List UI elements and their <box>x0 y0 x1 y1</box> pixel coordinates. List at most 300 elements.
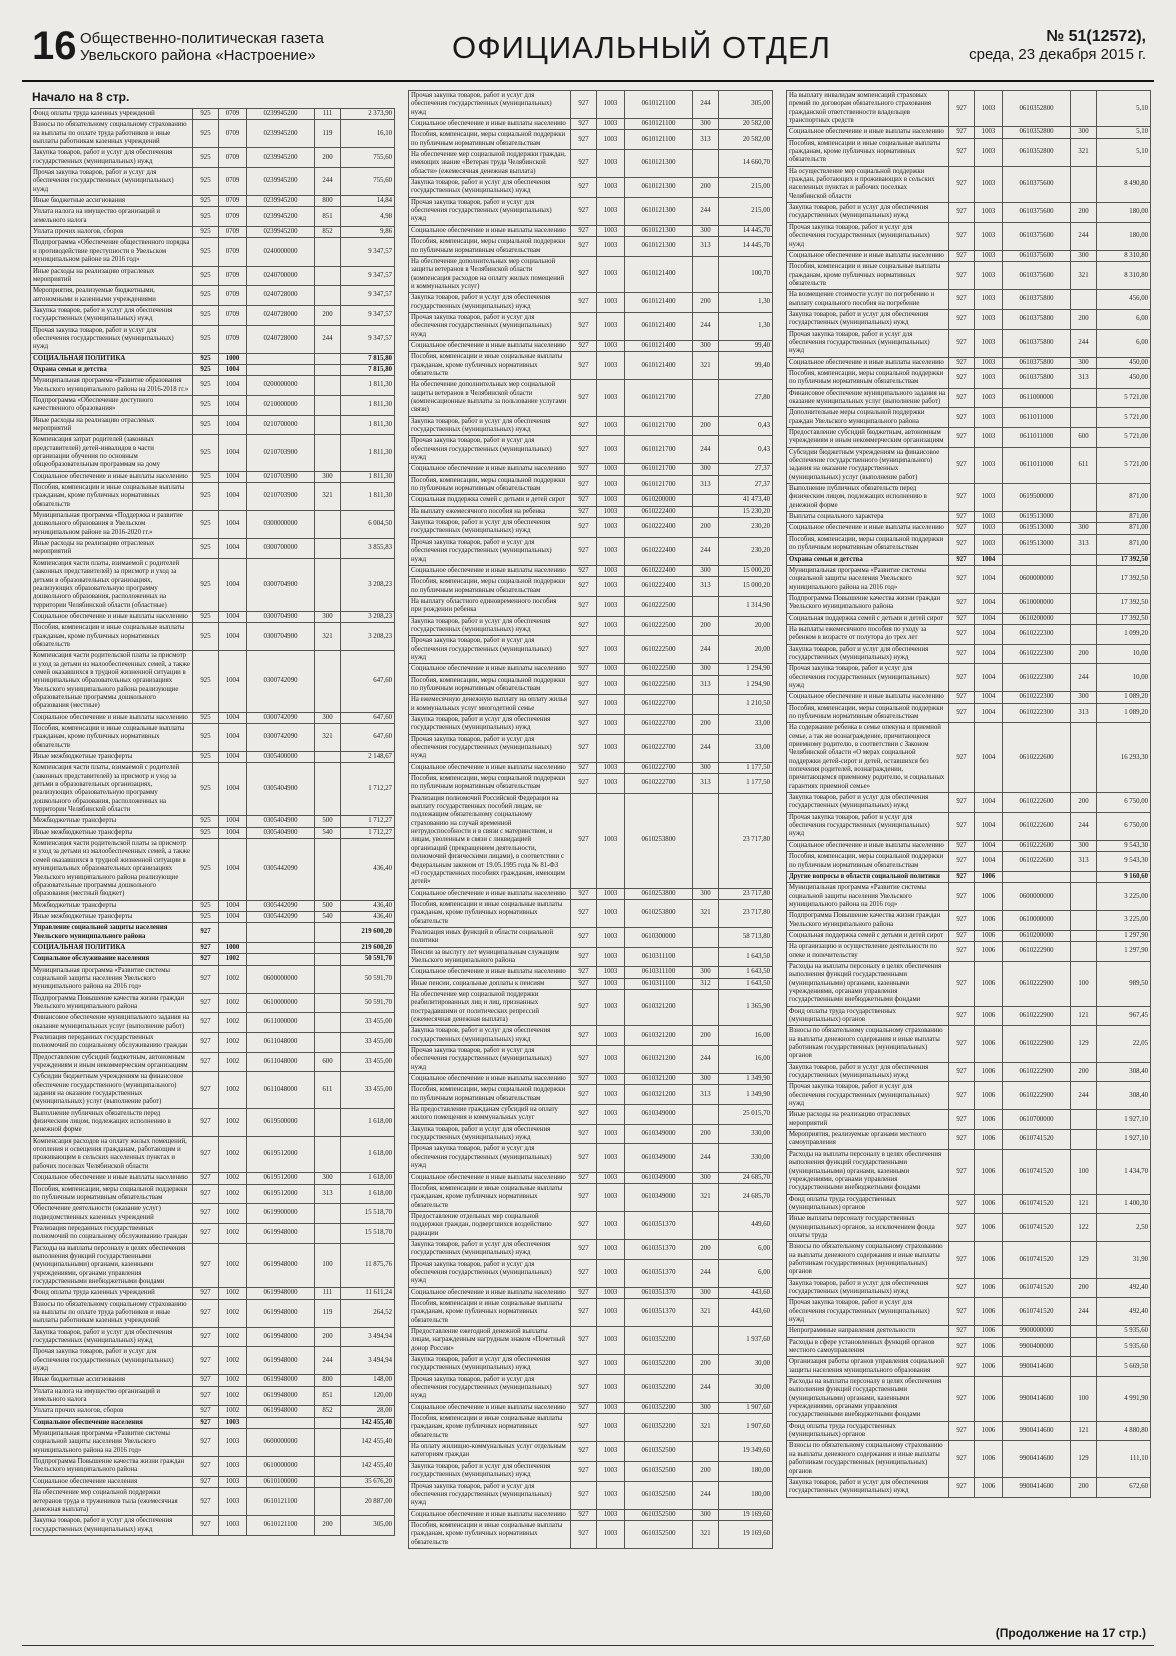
row-grbs-code: 925 <box>193 286 219 306</box>
row-expense-type: 321 <box>1071 138 1097 166</box>
row-amount: 50 591,70 <box>341 993 395 1013</box>
row-target-code: 0300000000 <box>247 511 315 539</box>
row-grbs-code: 927 <box>949 565 975 593</box>
row-amount: 5 721,00 <box>1097 388 1151 408</box>
table-row <box>787 138 1151 166</box>
row-amount: 120,00 <box>341 1386 395 1406</box>
row-section-code: 0709 <box>219 227 247 238</box>
row-section-code: 1004 <box>975 793 1003 813</box>
row-section-code: 1003 <box>597 774 625 794</box>
row-amount: 230,20 <box>719 518 773 538</box>
row-section-code: 1004 <box>219 415 247 435</box>
row-grbs-code: 927 <box>571 1355 597 1375</box>
table-row <box>409 340 773 351</box>
row-expense-type <box>315 954 341 965</box>
row-section-code: 1006 <box>975 1242 1003 1278</box>
row-grbs-code: 927 <box>193 1108 219 1136</box>
table-row <box>31 364 395 375</box>
row-expense-type: 244 <box>315 1347 341 1375</box>
row-grbs-code: 925 <box>193 651 219 712</box>
row-expense-type: 244 <box>1071 222 1097 250</box>
table-row <box>787 1062 1151 1082</box>
table-row <box>31 1406 395 1417</box>
row-amount: 15 000,20 <box>719 565 773 576</box>
row-section-code: 1003 <box>597 416 625 436</box>
table-row <box>409 1183 773 1211</box>
row-description: СОЦИАЛЬНАЯ ПОЛИТИКА <box>31 942 193 953</box>
row-section-code: 1004 <box>219 816 247 827</box>
row-grbs-code: 925 <box>193 376 219 396</box>
row-section-code: 1006 <box>975 961 1003 1006</box>
row-section-code: 1003 <box>597 1327 625 1355</box>
row-description: Выполнение публичных обязательств перед физическим лицом, подлежащих исполнению в денежной форме <box>31 1108 193 1136</box>
table-row <box>31 724 395 752</box>
row-section-code: 1003 <box>975 512 1003 523</box>
row-amount: 2,50 <box>1097 1214 1151 1242</box>
row-amount: 1 811,30 <box>341 395 395 415</box>
row-description: Иные межбюджетные трансферты <box>31 911 193 922</box>
row-amount: 647,60 <box>341 724 395 752</box>
row-section-code: 1002 <box>219 1184 247 1204</box>
row-grbs-code: 927 <box>949 203 975 223</box>
table-row <box>31 511 395 539</box>
table-row <box>31 1429 395 1457</box>
table-row <box>31 1052 395 1072</box>
row-expense-type: 300 <box>1071 692 1097 703</box>
row-grbs-code: 927 <box>949 428 975 448</box>
table-row <box>409 119 773 130</box>
row-amount: 2 148,67 <box>341 752 395 763</box>
row-description: Пособия, компенсации и иные социальные выплаты гражданам, кроме публичных нормативных обязательств <box>409 1414 571 1442</box>
table-row <box>31 539 395 559</box>
row-expense-type: 119 <box>315 1299 341 1327</box>
row-description: Предоставление субсидий бюджетным, автономным учреждениям и иным некоммерческим организациям <box>31 1052 193 1072</box>
table-row <box>787 1337 1151 1357</box>
row-description: Пособия, компенсации и иные социальные выплаты гражданам, кроме публичных нормативных обязательств <box>409 352 571 380</box>
row-section-code: 1003 <box>597 762 625 773</box>
table-row <box>31 816 395 827</box>
row-section-code: 0709 <box>219 120 247 148</box>
row-description: СОЦИАЛЬНАЯ ПОЛИТИКА <box>31 353 193 364</box>
row-target-code: 0210000000 <box>247 395 315 415</box>
row-grbs-code: 927 <box>949 1421 975 1441</box>
row-expense-type: 321 <box>693 1298 719 1326</box>
table-row <box>31 839 395 900</box>
table-row <box>409 475 773 495</box>
table-row <box>31 227 395 238</box>
row-amount: 14 660,70 <box>719 150 773 178</box>
row-expense-type <box>315 923 341 943</box>
row-grbs-code: 927 <box>949 1194 975 1214</box>
row-amount: 264,52 <box>341 1299 395 1327</box>
row-target-code: 0610349000 <box>625 1172 693 1183</box>
row-description: Социальное обеспечение и иные выплаты населению <box>31 611 193 622</box>
row-section-code: 1003 <box>597 1414 625 1442</box>
row-grbs-code: 927 <box>571 436 597 464</box>
row-expense-type: 611 <box>1071 447 1097 483</box>
row-grbs-code: 927 <box>193 1429 219 1457</box>
table-row <box>409 1124 773 1144</box>
row-amount: 443,60 <box>719 1298 773 1326</box>
row-target-code: 0619948000 <box>247 1347 315 1375</box>
row-grbs-code: 927 <box>949 1006 975 1026</box>
row-description: Непрограммные направления деятельности <box>787 1326 949 1337</box>
row-expense-type <box>315 1108 341 1136</box>
row-section-code: 1003 <box>597 1046 625 1074</box>
row-amount: 11 875,76 <box>341 1243 395 1288</box>
row-target-code: 0610222600 <box>1003 793 1071 813</box>
row-grbs-code: 927 <box>571 1374 597 1402</box>
row-amount: 6 004,50 <box>341 511 395 539</box>
row-target-code: 0239945200 <box>247 196 315 207</box>
row-description: Прочая закупка товаров, работ и услуг для обеспечения государственных (муниципальных) нужд <box>409 1374 571 1402</box>
row-section-code: 1006 <box>975 1278 1003 1298</box>
row-grbs-code: 927 <box>571 506 597 517</box>
row-grbs-code: 927 <box>571 967 597 978</box>
table-row <box>31 1457 395 1477</box>
row-section-code: 1004 <box>975 812 1003 840</box>
row-description: Пособия, компенсации, меры социальной поддержки по публичным нормативным обязательствам <box>409 774 571 794</box>
row-expense-type <box>315 435 341 471</box>
row-expense-type: 200 <box>693 1239 719 1259</box>
row-target-code: 0305442090 <box>247 839 315 900</box>
row-target-code: 0610351370 <box>625 1239 693 1259</box>
row-amount: 1 643,50 <box>719 947 773 967</box>
row-grbs-code: 927 <box>949 1298 975 1326</box>
table-row <box>787 428 1151 448</box>
row-description: Прочая закупка товаров, работ и услуг для обеспечения государственных (муниципальных) нужд <box>409 636 571 664</box>
row-description: Пособия, компенсации, меры социальной поддержки по публичным нормативным обязательствам <box>787 534 949 554</box>
row-expense-type: 851 <box>315 1386 341 1406</box>
row-section-code: 1003 <box>597 1144 625 1172</box>
row-amount: 1,30 <box>719 312 773 340</box>
row-amount: 9 347,57 <box>341 286 395 306</box>
row-section-code: 1003 <box>597 197 625 225</box>
row-target-code: 0610100000 <box>247 1476 315 1487</box>
row-target-code: 0610352500 <box>625 1481 693 1509</box>
row-section-code: 1003 <box>975 309 1003 329</box>
table-row <box>409 1144 773 1172</box>
row-grbs-code: 927 <box>949 723 975 793</box>
row-description: Социальное обеспечение и иные выплаты населению <box>409 1287 571 1298</box>
table-row <box>31 1223 395 1243</box>
row-description: Закупка товаров, работ и услуг для обеспечения государственных (муниципальных) нужд <box>409 178 571 198</box>
row-section-code: 1003 <box>975 534 1003 554</box>
row-target-code: 0611048000 <box>247 1072 315 1108</box>
row-amount: 1 811,30 <box>341 376 395 396</box>
row-section-code: 1003 <box>597 1481 625 1509</box>
row-grbs-code: 927 <box>571 1259 597 1287</box>
row-description: Подпрограмма Повышение качества жизни граждан Увельского муниципального района <box>787 593 949 613</box>
row-expense-type: 200 <box>315 305 341 325</box>
row-description: Иные пенсии, социальные доплаты к пенсиям <box>409 978 571 989</box>
row-expense-type <box>693 793 719 888</box>
row-grbs-code: 927 <box>571 1211 597 1239</box>
table-row <box>787 911 1151 931</box>
row-grbs-code: 927 <box>571 495 597 506</box>
row-expense-type <box>693 1327 719 1355</box>
row-expense-type: 200 <box>693 178 719 198</box>
table-row <box>31 109 395 120</box>
row-description: Прочая закупка товаров, работ и услуг для обеспечения государственных (муниципальных) нужд <box>409 436 571 464</box>
row-description: Взносы по обязательному социальному страхованию на выплаты по оплате труда работников и иные выплаты работникам казенных учреждений <box>31 120 193 148</box>
row-target-code: 0610222500 <box>625 596 693 616</box>
table-row <box>787 290 1151 310</box>
table-row <box>409 237 773 257</box>
start-note: Начало на 8 стр. <box>32 90 130 104</box>
row-amount: 17 392,50 <box>1097 565 1151 593</box>
row-target-code: 0600000000 <box>247 965 315 993</box>
row-section-code: 1004 <box>219 839 247 900</box>
row-grbs-code: 925 <box>193 712 219 723</box>
table-row <box>409 774 773 794</box>
row-expense-type: 121 <box>1071 1421 1097 1441</box>
table-row <box>409 967 773 978</box>
table-row <box>409 1046 773 1074</box>
row-section-code: 1003 <box>597 793 625 888</box>
row-amount: 1,30 <box>719 293 773 313</box>
row-section-code: 1003 <box>597 119 625 130</box>
row-expense-type <box>315 1476 341 1487</box>
row-target-code: 0300704900 <box>247 611 315 622</box>
row-description: Закупка товаров, работ и услуг для обеспечения государственных (муниципальных) нужд <box>409 715 571 735</box>
row-target-code: 0610375600 <box>1003 222 1071 250</box>
row-expense-type: 540 <box>315 911 341 922</box>
row-section-code: 1003 <box>597 237 625 257</box>
row-target-code: 0610121300 <box>625 225 693 236</box>
row-section-code: 1002 <box>219 1108 247 1136</box>
row-amount: 647,60 <box>341 712 395 723</box>
row-grbs-code: 927 <box>949 1357 975 1377</box>
row-target-code: 0610351370 <box>625 1298 693 1326</box>
table-row <box>409 695 773 715</box>
row-grbs-code: 927 <box>949 1242 975 1278</box>
row-grbs-code: 927 <box>193 1476 219 1487</box>
table-row <box>31 1327 395 1347</box>
row-amount: 24 685,70 <box>719 1172 773 1183</box>
row-section-code: 1004 <box>975 840 1003 851</box>
table-row <box>409 1327 773 1355</box>
row-description: Муниципальная программа «Поддержка и развитие дошкольного образования в Увельском муниципальном районе на 2016-2020 гг.» <box>31 511 193 539</box>
row-section-code: 1003 <box>975 203 1003 223</box>
row-expense-type: 300 <box>315 471 341 482</box>
row-section-code: 1004 <box>219 651 247 712</box>
row-grbs-code: 927 <box>949 1278 975 1298</box>
row-grbs-code: 927 <box>949 624 975 644</box>
row-section-code: 1003 <box>597 506 625 517</box>
row-section-code: 0709 <box>219 266 247 286</box>
row-target-code: 0239945200 <box>247 207 315 227</box>
row-section-code: 1003 <box>597 464 625 475</box>
table-row <box>31 1108 395 1136</box>
row-section-code: 1003 <box>597 256 625 292</box>
row-grbs-code: 927 <box>949 1149 975 1194</box>
row-description: Финансовое обеспечение муниципального задания на оказание муниципальных услуг (выполнение работ) <box>787 388 949 408</box>
row-expense-type <box>1071 512 1097 523</box>
row-target-code: 0610300000 <box>625 927 693 947</box>
row-amount: 450,00 <box>1097 368 1151 388</box>
row-description: Уплата прочих налогов, сборов <box>31 227 193 238</box>
row-amount: 1 089,20 <box>1097 692 1151 703</box>
row-grbs-code: 927 <box>949 262 975 290</box>
row-target-code: 0610222600 <box>1003 723 1071 793</box>
row-expense-type: 300 <box>693 1074 719 1085</box>
row-section-code: 1003 <box>597 1287 625 1298</box>
row-expense-type <box>693 947 719 967</box>
row-grbs-code: 925 <box>193 911 219 922</box>
row-target-code: 0610200000 <box>625 495 693 506</box>
section-title: ОФИЦИАЛЬНЫЙ ОТДЕЛ <box>452 30 831 65</box>
row-grbs-code: 927 <box>949 961 975 1006</box>
row-grbs-code: 927 <box>193 1375 219 1386</box>
row-expense-type <box>693 989 719 1025</box>
row-expense-type <box>315 415 341 435</box>
row-section-code: 1003 <box>975 262 1003 290</box>
row-description: Социальное обеспечение и иные выплаты населению <box>409 225 571 236</box>
row-section-code: 1004 <box>219 900 247 911</box>
row-amount: 5,10 <box>1097 127 1151 138</box>
row-amount: 14 445,70 <box>719 225 773 236</box>
row-description: Управление социальной защиты населения Увельского муниципального района <box>31 923 193 943</box>
row-amount: 180,00 <box>1097 222 1151 250</box>
table-row <box>787 262 1151 290</box>
row-description: Муниципальная программа «Развитие образования Увельского муниципального района на 2016-2018 гг.» <box>31 376 193 396</box>
row-expense-type: 200 <box>1071 793 1097 813</box>
row-amount: 5 669,50 <box>1097 1357 1151 1377</box>
row-amount: 4,98 <box>341 207 395 227</box>
row-section-code: 1003 <box>975 222 1003 250</box>
row-grbs-code: 927 <box>949 664 975 692</box>
row-amount: 19 169,60 <box>719 1520 773 1548</box>
row-section-code: 1003 <box>975 290 1003 310</box>
row-expense-type: 321 <box>315 724 341 752</box>
row-expense-type <box>693 1105 719 1125</box>
row-expense-type: 200 <box>693 293 719 313</box>
row-target-code: 0305400000 <box>247 752 315 763</box>
row-description: Пособия, компенсации и иные социальные выплаты гражданам, кроме публичных нормативных обязательств <box>787 138 949 166</box>
row-expense-type: 244 <box>693 1259 719 1287</box>
row-target-code: 0610000000 <box>1003 593 1071 613</box>
row-amount: 1 907,60 <box>719 1402 773 1413</box>
table-row <box>787 309 1151 329</box>
row-section-code: 1006 <box>975 871 1003 882</box>
row-amount: 50 591,70 <box>341 965 395 993</box>
row-section-code: 1003 <box>597 899 625 927</box>
row-amount: 9 347,57 <box>341 305 395 325</box>
row-grbs-code: 927 <box>571 664 597 675</box>
row-target-code: 0300742090 <box>247 712 315 723</box>
row-description: На возмещение стоимости услуг по погребению и выплату социального пособия на погребение <box>787 290 949 310</box>
row-grbs-code: 927 <box>949 930 975 941</box>
row-description: Предоставление ежегодной денежной выплаты лицам, награжденным нагрудным знаком «Почетный донор России» <box>409 1327 571 1355</box>
row-target-code: 0610121300 <box>625 197 693 225</box>
row-description: Прочая закупка товаров, работ и услуг для обеспечения государственных (муниципальных) нужд <box>409 734 571 762</box>
row-description: Прочая закупка товаров, работ и услуг для обеспечения государственных (муниципальных) нужд <box>409 537 571 565</box>
row-grbs-code: 927 <box>193 1288 219 1299</box>
row-amount: 5 935,60 <box>1097 1337 1151 1357</box>
row-target-code: 0610375600 <box>1003 166 1071 202</box>
row-target-code: 0305404900 <box>247 763 315 816</box>
row-description: Иные межбюджетные трансферты <box>31 752 193 763</box>
table-row <box>409 664 773 675</box>
row-description: Социальное обеспечение и иные выплаты населению <box>409 888 571 899</box>
row-expense-type: 244 <box>693 1144 719 1172</box>
row-amount: 27,80 <box>719 380 773 416</box>
row-amount: 15 518,70 <box>341 1204 395 1224</box>
row-target-code: 0610121400 <box>625 340 693 351</box>
row-grbs-code: 925 <box>193 763 219 816</box>
row-amount: 967,45 <box>1097 1006 1151 1026</box>
row-description: Мероприятия, реализуемые бюджетными, автономными и казенными учреждениями <box>31 286 193 306</box>
row-grbs-code: 925 <box>193 752 219 763</box>
row-amount: 1 297,90 <box>1097 942 1151 962</box>
row-grbs-code: 925 <box>193 305 219 325</box>
row-section-code: 1003 <box>975 523 1003 534</box>
row-target-code: 0210703900 <box>247 483 315 511</box>
row-target-code: 0600000000 <box>247 1429 315 1457</box>
row-section-code: 1003 <box>597 1520 625 1548</box>
row-amount: 30,00 <box>719 1374 773 1402</box>
row-amount: 3 855,83 <box>341 539 395 559</box>
row-grbs-code: 927 <box>571 1414 597 1442</box>
newspaper-name-line1: Общественно-политическая газета <box>80 30 324 47</box>
row-expense-type: 200 <box>1071 1477 1097 1497</box>
row-section-code: 1002 <box>219 965 247 993</box>
table-row <box>31 911 395 922</box>
row-expense-type: 300 <box>1071 357 1097 368</box>
table-row <box>31 1386 395 1406</box>
row-amount: 436,40 <box>341 839 395 900</box>
row-description: Социальная поддержка семей с детьми и детей сирот <box>787 930 949 941</box>
row-section-code: 1000 <box>219 353 247 364</box>
row-description: Социальное обеспечение и иные выплаты населению <box>409 464 571 475</box>
row-grbs-code: 927 <box>571 293 597 313</box>
row-target-code: 0210703900 <box>247 471 315 482</box>
row-grbs-code: 927 <box>949 512 975 523</box>
row-amount: 30,00 <box>719 1355 773 1375</box>
row-section-code: 0709 <box>219 196 247 207</box>
row-grbs-code: 927 <box>949 534 975 554</box>
row-amount: 647,60 <box>341 651 395 712</box>
row-description: Пособия, компенсации, меры социальной поддержки по публичным нормативным обязательствам <box>787 368 949 388</box>
row-section-code: 1003 <box>597 1298 625 1326</box>
row-description: Дополнительные меры социальной поддержки граждан Увельского муниципального района <box>787 408 949 428</box>
row-grbs-code: 927 <box>949 138 975 166</box>
table-row <box>787 388 1151 408</box>
row-amount: 5 935,60 <box>1097 1326 1151 1337</box>
row-amount: 1 618,00 <box>341 1108 395 1136</box>
row-section-code: 1003 <box>975 166 1003 202</box>
row-target-code: 0610121100 <box>625 119 693 130</box>
row-section-code: 1006 <box>975 1298 1003 1326</box>
row-section-code: 1003 <box>597 1172 625 1183</box>
row-expense-type <box>693 256 719 292</box>
row-amount: 1 712,27 <box>341 827 395 838</box>
row-amount: 9 543,30 <box>1097 852 1151 872</box>
row-description: Закупка товаров, работ и услуг для обеспечения государственных (муниципальных) нужд <box>787 793 949 813</box>
row-section-code: 1004 <box>975 565 1003 593</box>
row-grbs-code: 927 <box>193 1457 219 1477</box>
row-expense-type: 300 <box>315 1173 341 1184</box>
row-section-code: 1003 <box>597 664 625 675</box>
row-expense-type <box>315 1013 341 1033</box>
table-row <box>787 1242 1151 1278</box>
row-section-code: 1003 <box>975 368 1003 388</box>
table-row <box>409 762 773 773</box>
table-row <box>787 357 1151 368</box>
row-section-code: 1003 <box>597 1026 625 1046</box>
table-row <box>409 436 773 464</box>
